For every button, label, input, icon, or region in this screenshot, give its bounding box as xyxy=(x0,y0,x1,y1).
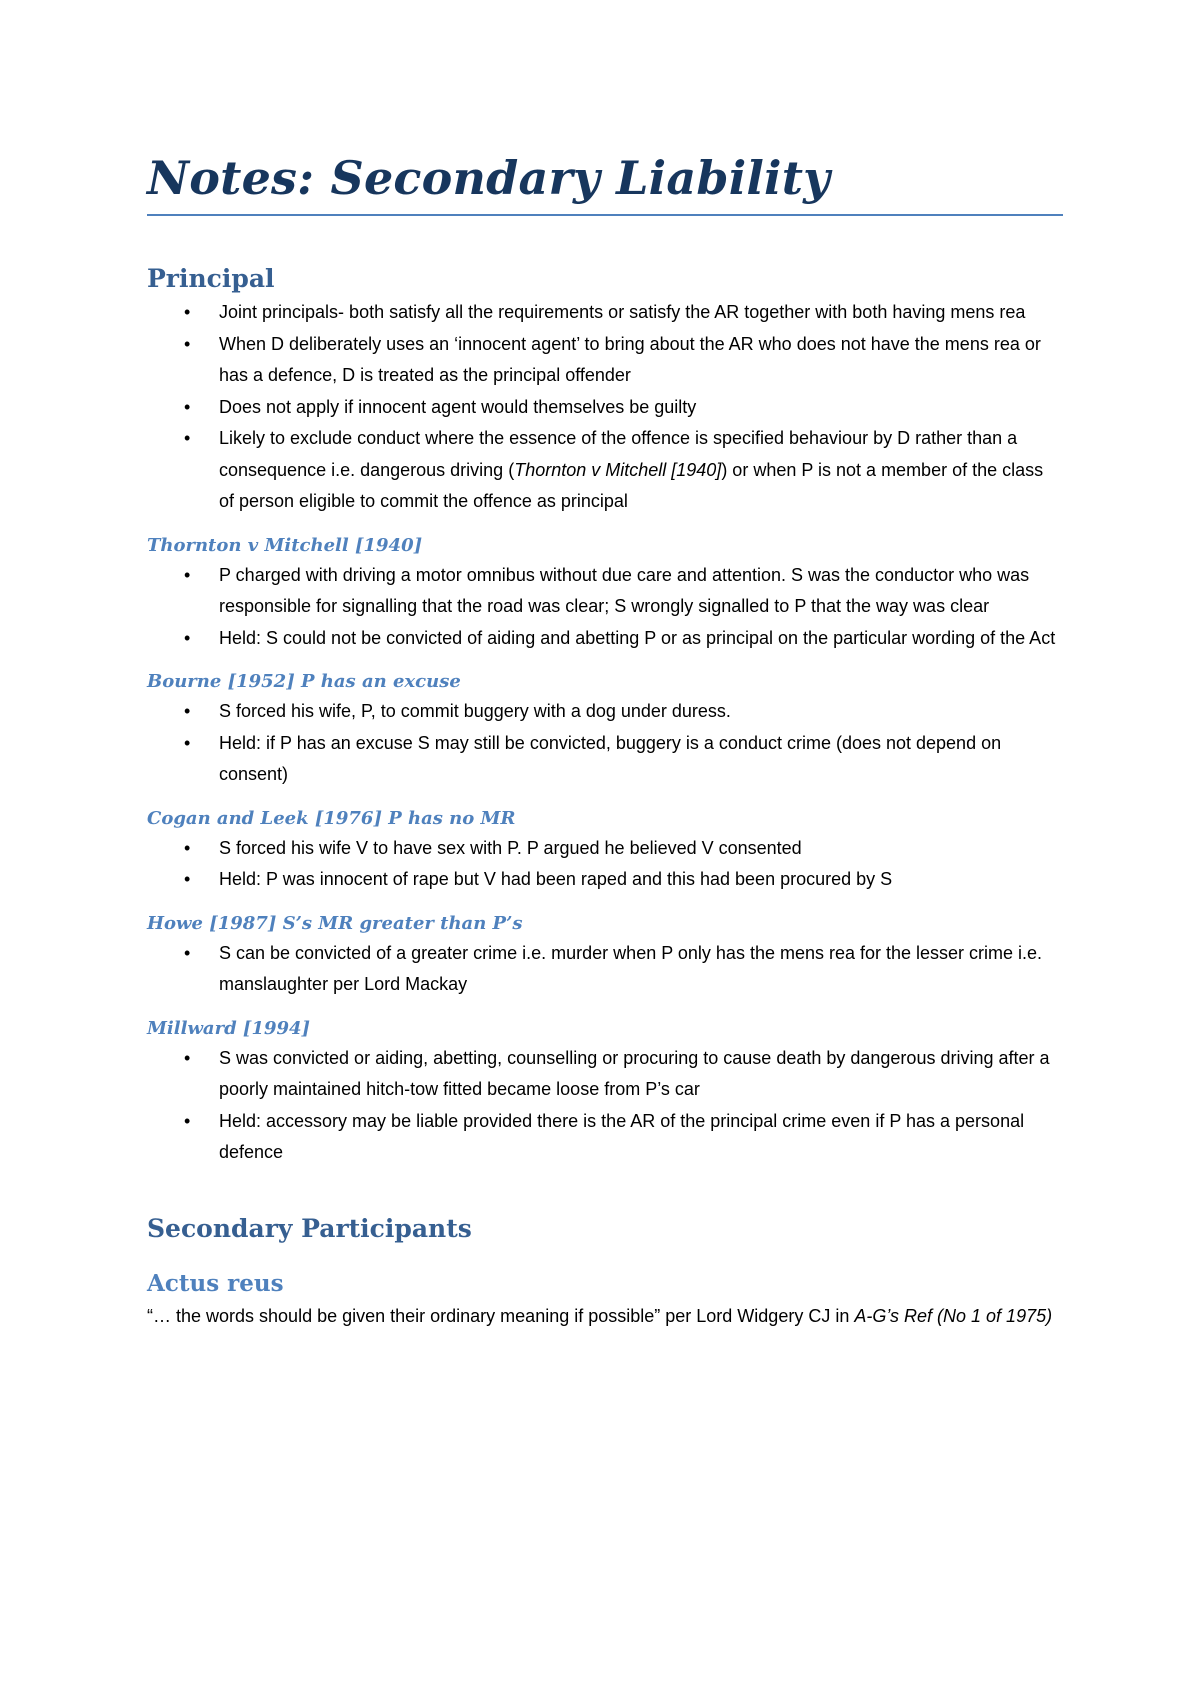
case-reference: A-G’s Ref (No 1 of 1975) xyxy=(854,1305,1053,1326)
document-title: Notes: Secondary Liability xyxy=(147,150,1063,216)
list-item: • Held: S could not be convicted of aiding and abetting P or as principal on the particular wording of the Act xyxy=(147,623,1063,655)
section-heading-secondary-participants: Secondary Participants xyxy=(147,1213,472,1243)
list-item: • Does not apply if innocent agent would themselves be guilty xyxy=(147,392,1063,424)
list-item: • Held: accessory may be liable provided there is the AR of the principal crime even if P has a personal defence xyxy=(147,1106,1063,1169)
subsection-heading-actus-reus: Actus reus xyxy=(147,1269,284,1297)
case-heading-millward: Millward [1994] xyxy=(147,1017,311,1039)
case-bullet-list xyxy=(147,560,1063,655)
case-bullet-list xyxy=(147,1043,1063,1169)
case-reference: Thornton v Mitchell [1940] xyxy=(514,459,722,480)
section-heading-principal: Principal xyxy=(147,264,275,293)
case-bullet-list xyxy=(147,833,1063,896)
list-item: • Joint principals- both satisfy all the requirements or satisfy the AR together with both having mens rea xyxy=(147,297,1063,329)
list-item: • S forced his wife, P, to commit buggery with a dog under duress. xyxy=(147,696,1063,728)
case-heading-bourne: Bourne [1952] P has an excuse xyxy=(147,671,461,692)
bullet-text: ) or when P is not a member of the class of person eligible to commit the offence as principal xyxy=(219,459,1044,511)
document-page xyxy=(147,150,1063,1332)
list-item: • When D deliberately uses an ‘innocent agent’ to bring about the AR who does not have the mens rea or has a defence, D is treated as the principal offender xyxy=(147,329,1063,392)
list-item: • Held: if P has an excuse S may still be convicted, buggery is a conduct crime (does not depend on consent) xyxy=(147,728,1063,791)
quote-paragraph xyxy=(147,1301,1063,1333)
case-bullet-list xyxy=(147,938,1063,1001)
list-item: • P charged with driving a motor omnibus without due care and attention. S was the conductor who was responsible for signalling that the road was clear; S wrongly signalled to P that the way was clear xyxy=(147,560,1063,623)
case-bullet-list xyxy=(147,696,1063,791)
case-heading-cogan-leek: Cogan and Leek [1976] P has no MR xyxy=(147,807,516,829)
list-item: • S was convicted or aiding, abetting, counselling or procuring to cause death by dangerous driving after a poorly maintained hitch-tow fitted became loose from P’s car xyxy=(147,1043,1063,1106)
case-heading-howe: Howe [1987] S’s MR greater than P’s xyxy=(147,912,523,934)
case-heading-thornton: Thornton v Mitchell [1940] xyxy=(147,534,423,556)
list-item: • S forced his wife V to have sex with P. P argued he believed V consented xyxy=(147,833,1063,865)
quote-text: “… the words should be given their ordinary meaning if possible” per Lord Widgery CJ in xyxy=(147,1305,855,1326)
bullet-text: Likely to exclude conduct where the essence of the offence is specified behaviour by D rather than a consequence i.e. dangerous driving ( xyxy=(219,428,1018,480)
list-item: • S can be convicted of a greater crime i.e. murder when P only has the mens rea for the lesser crime i.e. manslaughter per Lord Mackay xyxy=(147,938,1063,1001)
principal-bullet-list xyxy=(147,297,1063,518)
list-item xyxy=(147,423,1063,518)
list-item: • Held: P was innocent of rape but V had been raped and this had been procured by S xyxy=(147,864,1063,896)
